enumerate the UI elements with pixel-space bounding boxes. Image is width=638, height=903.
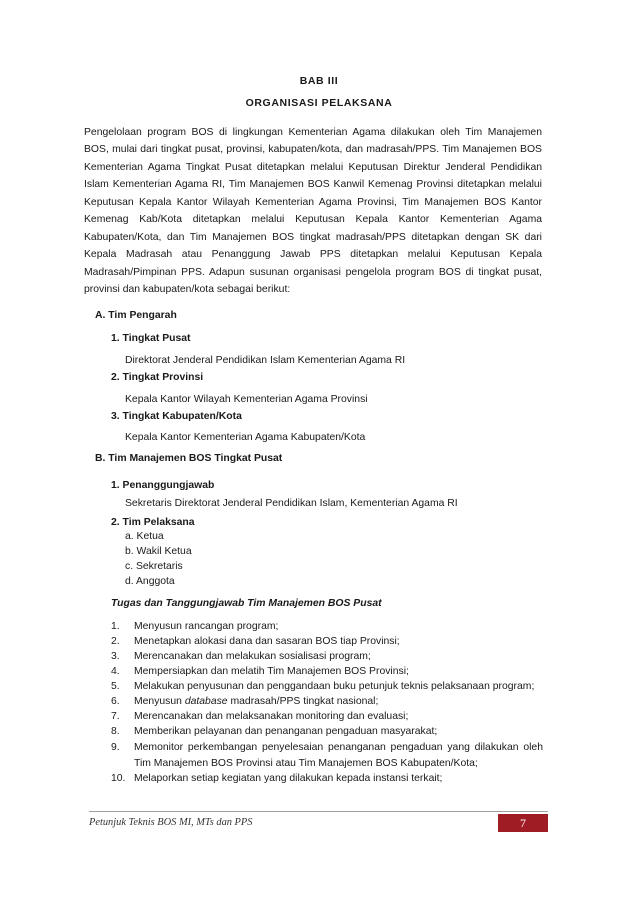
list-item: 4. Mempersiapkan dan melatih Tim Manajemen BOS Provinsi; [111,666,409,677]
pelaksana-member: a. Ketua [125,531,164,542]
penanggungjawab-detail: Sekretaris Direktorat Jenderal Pendidikan Islam, Kementerian Agama RI [125,498,458,509]
chapter-label: BAB III [299,75,339,87]
section-a-item-label: 1. Tingkat Pusat [111,333,191,344]
list-item: 10. Melaporkan setiap kegiatan yang dilakukan kepada instansi terkait; [111,773,443,784]
pelaksana-member: b. Wakil Ketua [125,546,192,557]
section-a-heading: A. Tim Pengarah [95,310,177,321]
list-item: 5. Melakukan penyusunan dan penggandaan buku petunjuk teknis pelaksanaan program; [111,681,535,692]
pelaksana-member: c. Sekretaris [125,561,183,572]
page-number: 7 [498,814,548,832]
list-item: 7. Merencanakan dan melaksanakan monitoring dan evaluasi; [111,711,409,722]
list-item: 6. Menyusun database madrasah/PPS tingkat nasional; [111,696,379,707]
footer-title: Petunjuk Teknis BOS MI, MTs dan PPS [89,817,253,828]
section-a-item-detail: Kepala Kantor Kementerian Agama Kabupaten/Kota [125,432,366,443]
penanggungjawab-label: 1. Penanggungjawab [111,480,215,491]
footer-divider [89,811,548,812]
chapter-title: ORGANISASI PELAKSANA [245,97,393,109]
section-a-item-detail: Direktorat Jenderal Pendidikan Islam Kementerian Agama RI [125,355,406,366]
pelaksana-label: 2. Tim Pelaksana [111,517,195,528]
list-item: 8. Memberikan pelayanan dan penanganan pengaduan masyarakat; [111,726,438,737]
section-a-item-label: 3. Tingkat Kabupaten/Kota [111,411,242,422]
section-a-item-label: 2. Tingkat Provinsi [111,372,204,383]
list-item: 9. Memonitor perkembangan penyelesaian penanganan pengaduan yang dilakukan oleh Tim Manajemen BOS Provinsi atau Tim Manajemen BOS Kabupaten/Kota; [111,742,543,769]
section-b-heading: B. Tim Manajemen BOS Tingkat Pusat [95,453,283,464]
intro-paragraph: Pengelolaan program BOS di lingkungan Kementerian Agama dilakukan oleh Tim Manajemen BOS, mulai dari tingkat pusat, provinsi, kabupaten/kota, dan madrasah/PPS. Tim Manajemen BOS Kementerian Agama Tingkat Pusat ditetapkan melalui Keputusan Direktur Jenderal Pendidikan Islam Kementerian Agama RI, Tim Manajemen BOS Kanwil Kemenag Provinsi ditetapkan melalui Keputusan Kepala Kantor Wilayah Kementerian Agama Provinsi, Tim Manajemen BOS Kantor Kemenag Kab/Kota ditetapkan melalui Keputusan Kepala Kantor Kementerian Agama Kabupaten/Kota, dan Tim Manajemen BOS tingkat madrasah/PPS ditetapkan dengan SK dari Kepala Madrasah atau Penanggung Jawab PPS ditetapkan melalui Keputusan Kepala Madrasah/Pimpinan PPS. Adapun susunan organisasi pengelola program BOS di tingkat pusat, provinsi dan kabupaten/kota sebagai berikut: [84,127,542,296]
pelaksana-member: d. Anggota [125,576,175,587]
section-a-item-detail: Kepala Kantor Wilayah Kementerian Agama Provinsi [125,394,368,405]
list-item: 1. Menyusun rancangan program; [111,621,279,632]
tugas-heading: Tugas dan Tanggungjawab Tim Manajemen BOS Pusat [111,598,382,609]
list-item: 2. Menetapkan alokasi dana dan sasaran BOS tiap Provinsi; [111,636,400,647]
list-item: 3. Merencanakan dan melakukan sosialisasi program; [111,651,371,662]
